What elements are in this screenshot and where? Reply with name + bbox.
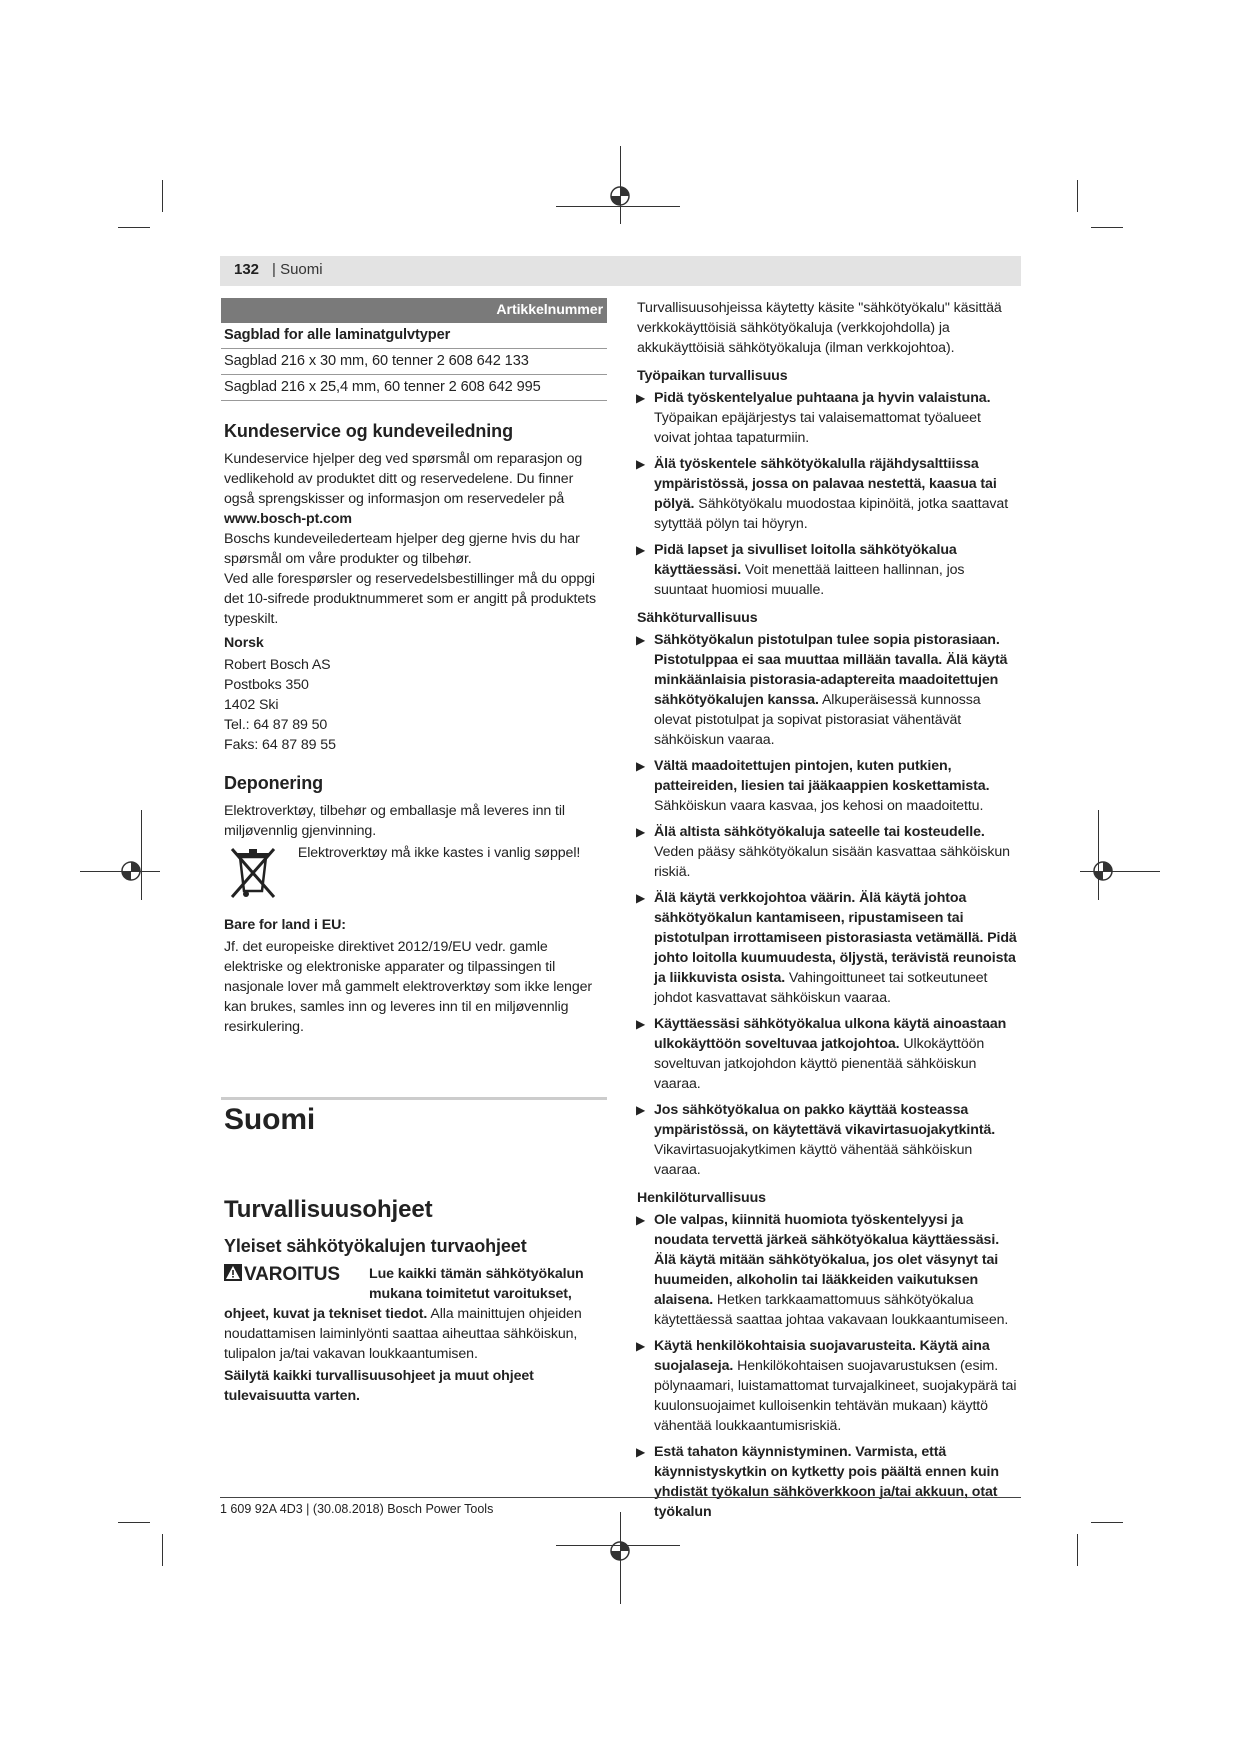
crop-mark (1091, 1522, 1123, 1523)
address-line: Faks: 64 87 89 55 (224, 737, 336, 753)
section-heading: Työpaikan turvallisuus (637, 368, 788, 384)
arrow-bullet-icon: ▶ (636, 1213, 646, 1227)
paragraph: Boschs kundeveilederteam hjelper deg gjerne hvis du har spørsmål om våre produkter og tilbehør. (224, 531, 580, 567)
table-row: Sagblad 216 x 25,4 mm, 60 tenner 2 608 642 995 (221, 375, 607, 401)
warning-bold-text: Lue kaikki tämän sähkötyökalun mukana toimitetut varoitukset, ohjeet, kuvat ja tekniset tiedot. (224, 1266, 584, 1322)
crop-mark (118, 227, 150, 228)
crop-mark (1091, 227, 1123, 228)
arrow-bullet-icon: ▶ (636, 543, 646, 557)
list-item: ▶ Käytä henkilökohtaisia suojavarusteita. Käytä aina suojalaseja. Henkilökohtaisen suojavarustuksen (esim. pölynaamari, luistamattomat turvajalkineet, suojakypärä tai kuulonsuojaimet kulloisenkin tehtävän mukaan) käyttö vähentää loukkaantumisriskiä. (636, 1338, 1017, 1434)
table-header: Artikkelnummer (221, 298, 607, 323)
registration-target-icon (609, 1540, 631, 1562)
section-heading: Henkilöturvallisuus (637, 1190, 766, 1206)
table-row: Sagblad 216 x 30 mm, 60 tenner 2 608 642 133 (221, 349, 607, 375)
warning-label: VAROITUS (224, 1264, 369, 1286)
crossed-out-wheelie-bin-icon (224, 843, 282, 901)
intro-paragraph: Turvallisuusohjeissa käytetty käsite "sähkötyökalu" käsittää verkkokäyttöisiä sähkötyökaluja (verkkojohdolla) ja akkukäyttöisiä sähkötyökaluja (ilman verkkojohtoa). (637, 300, 1002, 356)
registration-target-icon (1092, 860, 1114, 882)
crop-mark (162, 1534, 163, 1566)
section-heading: Kundeservice og kundeveiledning (224, 421, 513, 441)
subsection-heading: Yleiset sähkötyökalujen turvaohjeet (224, 1236, 527, 1256)
crop-mark (118, 1522, 150, 1523)
arrow-bullet-icon: ▶ (636, 891, 646, 905)
address-line: Tel.: 64 87 89 50 (224, 717, 328, 733)
language-title: Suomi (224, 1103, 316, 1136)
address-line: Robert Bosch AS (224, 657, 331, 673)
arrow-bullet-icon: ▶ (636, 1103, 646, 1117)
arrow-bullet-icon: ▶ (636, 633, 646, 647)
list-item: ▶ Jos sähkötyökalua on pakko käyttää kosteassa ympäristössä, on käytettävä vikavirtasuojakytkintä. Vikavirtasuojakytkimen käyttö vähentää sähköiskun vaaraa. (636, 1102, 996, 1178)
weee-row (224, 843, 607, 907)
warning-triangle-icon (224, 1264, 242, 1281)
registration-line (141, 810, 142, 900)
crop-mark (1077, 1534, 1078, 1566)
page-number: 132 (234, 261, 260, 278)
arrow-bullet-icon: ▶ (636, 759, 646, 773)
left-column (221, 298, 607, 1406)
registration-target-icon (609, 185, 631, 207)
section-heading: Sähköturvallisuus (637, 610, 758, 626)
warning-text: Alla mainittujen ohjeiden noudattamisen laiminlyönti saattaa aiheuttaa sähköiskun, tulipalon ja/tai vakavan loukkaantumisen. (224, 1306, 582, 1362)
crop-mark (162, 180, 163, 212)
weee-text: Elektroverktøy må ikke kastes i vanlig søppel! (297, 845, 581, 861)
table-row: Sagblad for alle laminatgulvtyper (221, 323, 607, 349)
arrow-bullet-icon: ▶ (636, 1339, 646, 1353)
page-footer: 1 609 92A 4D3 | (30.08.2018) Bosch Power Tools (220, 1497, 1021, 1516)
list-item: ▶ Älä käytä verkkojohtoa väärin. Älä käytä johtoa sähkötyökalun kantamiseen, ripustamiseen tai pistotulpan irrottamiseen pistorasiasta vetämällä. Pidä johto loitolla kuumuudesta, öljystä, terävistä reunoista ja liikkuvista osista. Vahingoittuneet tai sotkeutuneet johdot kasvattavat sähköiskun vaaraa. (636, 890, 1017, 1006)
list-item: ▶ Älä altista sähkötyökaluja sateelle tai kosteudelle. Veden pääsy sähkötyökalun sisään kasvattaa sähköiskun riskiä. (636, 824, 1010, 880)
list-item: ▶ Estä tahaton käynnistyminen. Varmista, että käynnistyskytkin on kytketty pois päältä ennen kuin yhdistät työkalun sähköverkkoon ja/tai akkuun, otat työkalun (636, 1444, 999, 1520)
address-line: Postboks 350 (224, 677, 309, 693)
list-item: ▶ Pidä työskentelyalue puhtaana ja hyvin valaistuna. Työpaikan epäjärjestys tai valaisemattomat työalueet voivat johtaa tapaturmiin. (636, 390, 991, 446)
arrow-bullet-icon: ▶ (636, 391, 646, 405)
list-item: ▶ Ole valpas, kiinnitä huomiota työskentelyysi ja noudata tervettä järkeä sähkötyökalua käyttäessäsi. Älä käytä mitään sähkötyökalua, jos olet väsynyt tai huumeiden, alkoholin tai lääkkeiden vaikutuksen alaisena. Hetken tarkkaamattomuus sähkötyökalua käytettäessä saattaa johtaa vakavaan loukkaantumiseen. (636, 1212, 1009, 1328)
list-item: ▶ Pidä lapset ja sivulliset loitolla sähkötyökalua käyttäessäsi. Voit menettää laitteen hallinnan, jos suuntaat huomiosi muualle. (636, 542, 965, 598)
section-name: | Suomi (272, 261, 323, 278)
page-title: Turvallisuusohjeet (224, 1196, 433, 1223)
paragraph: Kundeservice hjelper deg ved spørsmål om reparasjon og vedlikehold av produktet ditt og reservedelene. Du finner også sprengskisser og informasjon om reservedeler på (224, 451, 583, 507)
list-item: ▶ Älä työskentele sähkötyökalulla räjähdysalttiissa ympäristössä, jossa on palavaa nestettä, kaasua tai pölyä. Sähkötyökalu muodostaa kipinöitä, jotka saattavat sytyttää pölyn tai höyryn. (636, 456, 1009, 532)
paragraph: Elektroverktøy, tilbehør og emballasje må leveres inn til miljøvennlig gjenvinning. (224, 803, 565, 839)
section-heading: Deponering (224, 773, 324, 793)
list-item: ▶ Sähkötyökalun pistotulpan tulee sopia pistorasiaan. Pistotulppaa ei saa muuttaa millään tavalla. Älä käytä minkäänlaisia pistorasia-adaptereita maadoitettujen sähkötyökalujen kanssa. Alkuperäisessä kunnossa olevat pistotulpat ja sopivat pistorasiat vähentävät sähköiskun vaaraa. (636, 632, 1008, 748)
arrow-bullet-icon: ▶ (636, 825, 646, 839)
registration-target-icon (120, 860, 142, 882)
arrow-bullet-icon: ▶ (636, 1445, 646, 1459)
paragraph: Ved alle forespørsler og reservedelsbestillinger må du oppgi det 10-sifrede produktnummeret som er angitt på produktets typeskilt. (224, 571, 596, 627)
list-item: ▶ Käyttäessäsi sähkötyökalua ulkona käytä ainoastaan ulkokäyttöön soveltuvaa jatkojohtoa. Ulkokäyttöön soveltuvan jatkojohdon käyttö pienentää sähköiskun vaaraa. (636, 1016, 1007, 1092)
country-heading: Norsk (224, 635, 264, 651)
warning-block (224, 1264, 607, 1364)
crop-mark (1077, 180, 1078, 212)
page-header (220, 256, 1021, 286)
right-column (634, 298, 1020, 1528)
list-item: ▶ Vältä maadoitettujen pintojen, kuten putkien, patteireiden, liesien tai jääkaappien koskettamista. Sähköiskun vaara kasvaa, jos kehosi on maadoitettu. (636, 758, 990, 814)
eu-heading: Bare for land i EU: (224, 917, 346, 933)
registration-line (1098, 810, 1099, 900)
paragraph: Jf. det europeiske direktivet 2012/19/EU vedr. gamle elektriske og elektroniske apparater og tilpassingen til nasjonale lover må gammelt elektroverktøy som ikke lenger kan brukes, samles inn og leveres inn til en miljøvennlig resirkulering. (224, 939, 593, 1035)
arrow-bullet-icon: ▶ (636, 1017, 646, 1031)
website-link[interactable]: www.bosch-pt.com (224, 511, 352, 527)
arrow-bullet-icon: ▶ (636, 457, 646, 471)
address-line: 1402 Ski (224, 697, 279, 713)
language-divider (221, 1097, 607, 1136)
keep-instructions: Säilytä kaikki turvallisuusohjeet ja muut ohjeet tulevaisuutta varten. (224, 1368, 534, 1404)
